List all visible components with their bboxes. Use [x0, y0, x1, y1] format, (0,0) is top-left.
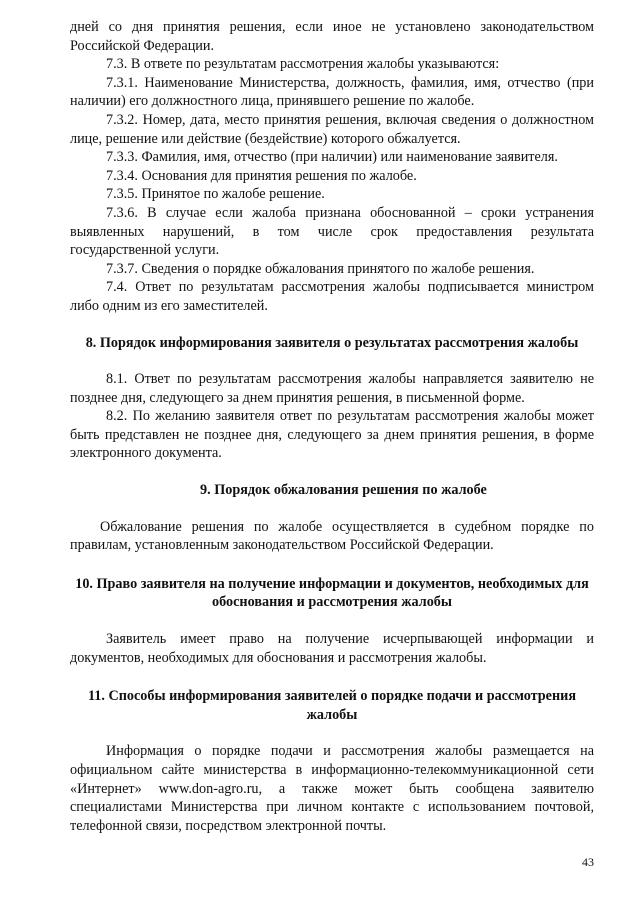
- paragraph-section-9: Обжалование решения по жалобе осуществляется в судебном порядке по правилам, установленным законодательством Российской Федерации.: [70, 518, 594, 554]
- paragraph-section-10: Заявитель имеет право на получение исчерпывающей информации и документов, необходимых для обоснования и рассмотрения жалобы.: [70, 631, 594, 666]
- paragraph-7-3-4: 7.3.4. Основания для принятия решения по жалобе.: [106, 167, 417, 184]
- paragraph-7-3: 7.3. В ответе по результатам рассмотрения жалобы указываются:: [106, 56, 500, 73]
- heading-section-9: 9. Порядок обжалования решения по жалобе: [200, 482, 487, 499]
- heading-section-11: 11. Способы информирования заявителей о порядке подачи и рассмотрения жалобы: [87, 688, 577, 723]
- heading-section-8: 8. Порядок информирования заявителя о результатах рассмотрения жалобы: [85, 334, 579, 351]
- paragraph-7-4: 7.4. Ответ по результатам рассмотрения жалобы подписывается министром либо одним из его заместителей.: [70, 279, 594, 314]
- paragraph-7-3-7: 7.3.7. Сведения о порядке обжалования принятого по жалобе решения.: [106, 260, 535, 277]
- paragraph-7-3-6: 7.3.6. В случае если жалоба признана обоснованной – сроки устранения выявленных нарушений, в том числе срок предоставления результата государственной услуги.: [70, 204, 594, 259]
- page-number: 43: [582, 855, 594, 869]
- paragraph-7-3-3: 7.3.3. Фамилия, имя, отчество (при наличии) или наименование заявителя.: [106, 149, 558, 166]
- heading-section-10: 10. Право заявителя на получение информации и документов, необходимых для обоснования и рассмотрения жалобы: [75, 575, 589, 611]
- paragraph-8-1: 8.1. Ответ по результатам рассмотрения жалобы направляется заявителю не позднее дня, следующего за днем принятия решения, в письменной форме.: [70, 371, 594, 406]
- paragraph-7-3-2: 7.3.2. Номер, дата, место принятия решения, включая сведения о должностном лице, решение или действие (бездействие) которого обжалуется.: [70, 111, 594, 147]
- paragraph-8-2: 8.2. По желанию заявителя ответ по результатам рассмотрения жалобы может быть представлен не позднее дня, следующего за днем принятия решения, в форме электронного документа.: [70, 408, 594, 462]
- paragraph-7-3-5: 7.3.5. Принятое по жалобе решение.: [106, 186, 325, 203]
- paragraph-7-3-1: 7.3.1. Наименование Министерства, должность, фамилия, имя, отчество (при наличии) его должностного лица, принявшего решение по жалобе.: [70, 74, 594, 110]
- paragraph-continuation: дней со дня принятия решения, если иное не установлено законодательством Российской Федерации.: [70, 19, 594, 54]
- paragraph-section-11: Информация о порядке подачи и рассмотрения жалобы размещается на официальном сайте министерства в информационно-телекоммуникационной сети «Интернет» www.don-agro.ru, а также может быть сообщена заявителю специалистами Министерства при личном контакте с использованием почтовой, телефонной связи, посредством электронной почты.: [70, 743, 594, 834]
